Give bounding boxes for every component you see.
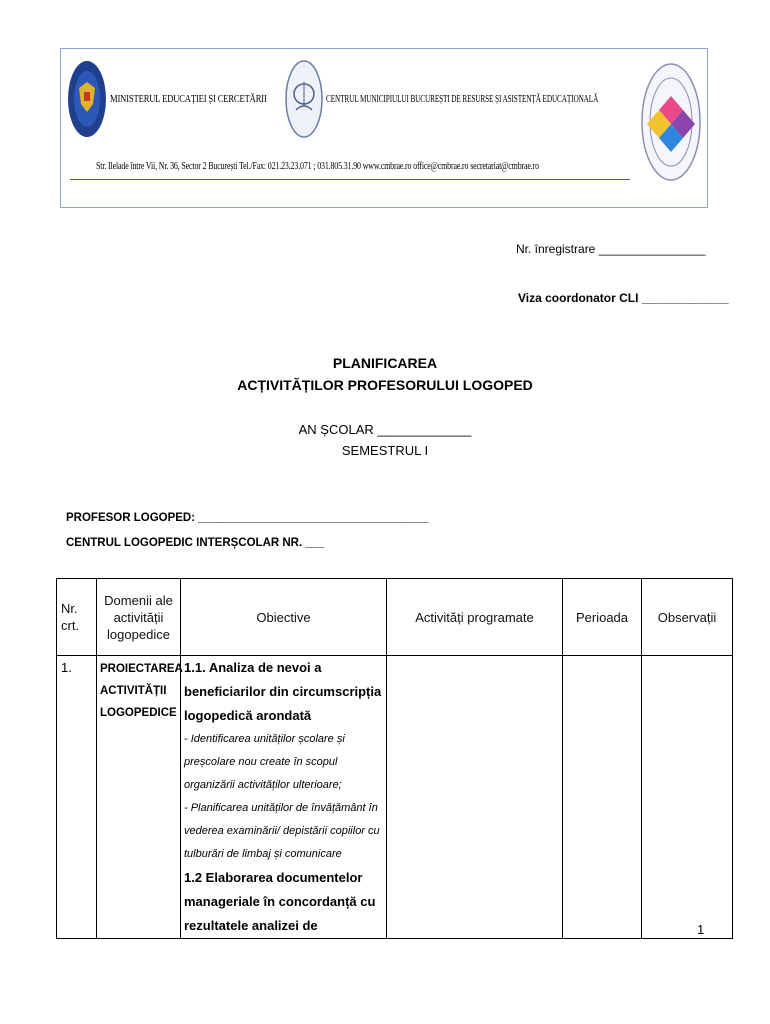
coordinator-visa: Viza coordonator CLI _____________	[518, 291, 729, 305]
planning-table	[56, 578, 733, 939]
row-notes	[642, 656, 733, 939]
teacher-field: PROFESOR LOGOPED: ____________________________________	[66, 512, 429, 524]
header-divider	[70, 179, 630, 180]
table-row	[57, 656, 733, 939]
page-number: 1	[697, 922, 705, 937]
romanian-government-crest-icon	[66, 58, 108, 140]
semester: SEMESTRUL I	[341, 443, 429, 458]
header-activities: Activități programate	[387, 579, 563, 656]
row-objectives	[181, 656, 387, 939]
row-activities	[387, 656, 563, 939]
registration-number: Nr. înregistrare ________________	[516, 242, 706, 256]
page-title: PLANIFICAREA	[332, 355, 438, 371]
header-notes: Observații	[642, 579, 733, 656]
center-name: CENTRUL MUNICIPIULUI BUCUREȘTI DE RESURSE ȘI ASISTENȚĂ EDUCAȚIONALĂ	[326, 93, 599, 105]
row-period	[563, 656, 642, 939]
cmbrae-emblem-icon	[284, 58, 324, 140]
header-period: Perioada	[563, 579, 642, 656]
school-year: AN ȘCOLAR _____________	[298, 422, 472, 437]
ministry-name: MINISTERUL EDUCAȚIEI ȘI CERCETĂRII	[110, 93, 267, 105]
objective-1-item-1: - Identificarea unităților școlare și preșcolare nou create în scopul organizării activităților ulterioare;	[184, 733, 345, 791]
letterhead	[60, 48, 708, 208]
objective-1-item-2: - Planificarea unităților de învățământ în vederea examinării/ depistării copiilor cu tulburări de limbaj și comunicare	[184, 802, 380, 860]
row-number: 1.	[57, 656, 97, 939]
header-objectives: Obiective	[181, 579, 387, 656]
header-nr: Nr. crt.	[57, 579, 97, 656]
header-domain: Domenii ale activității logopedice	[97, 579, 181, 656]
row-domain: PROIECTAREA ACTIVITĂȚII LOGOPEDICE	[97, 656, 181, 939]
center-number-field: CENTRUL LOGOPEDIC INTERȘCOLAR NR. ___	[66, 537, 325, 549]
objective-2-title: 1.2 Elaborarea documentelor manageriale în concordanță cu rezultatele analizei de	[184, 870, 376, 933]
contact-address: Str. Ilelade între Vii, Nr. 36, Sector 2 București Tel./Fax: 021.23.23.071 ; 031.805.31.90 www.cmbrae.ro office@cmbrae.ro secretariat@cmbrae.ro	[96, 160, 539, 172]
objective-1-title: 1.1. Analiza de nevoi a beneficiarilor din circumscripția logopedică arondată	[184, 660, 382, 723]
page-subtitle: ACȚIVITĂȚILOR PROFESORULUI LOGOPED	[237, 377, 533, 393]
logopedic-center-seal-icon	[640, 60, 702, 184]
table-header-row	[57, 579, 733, 656]
